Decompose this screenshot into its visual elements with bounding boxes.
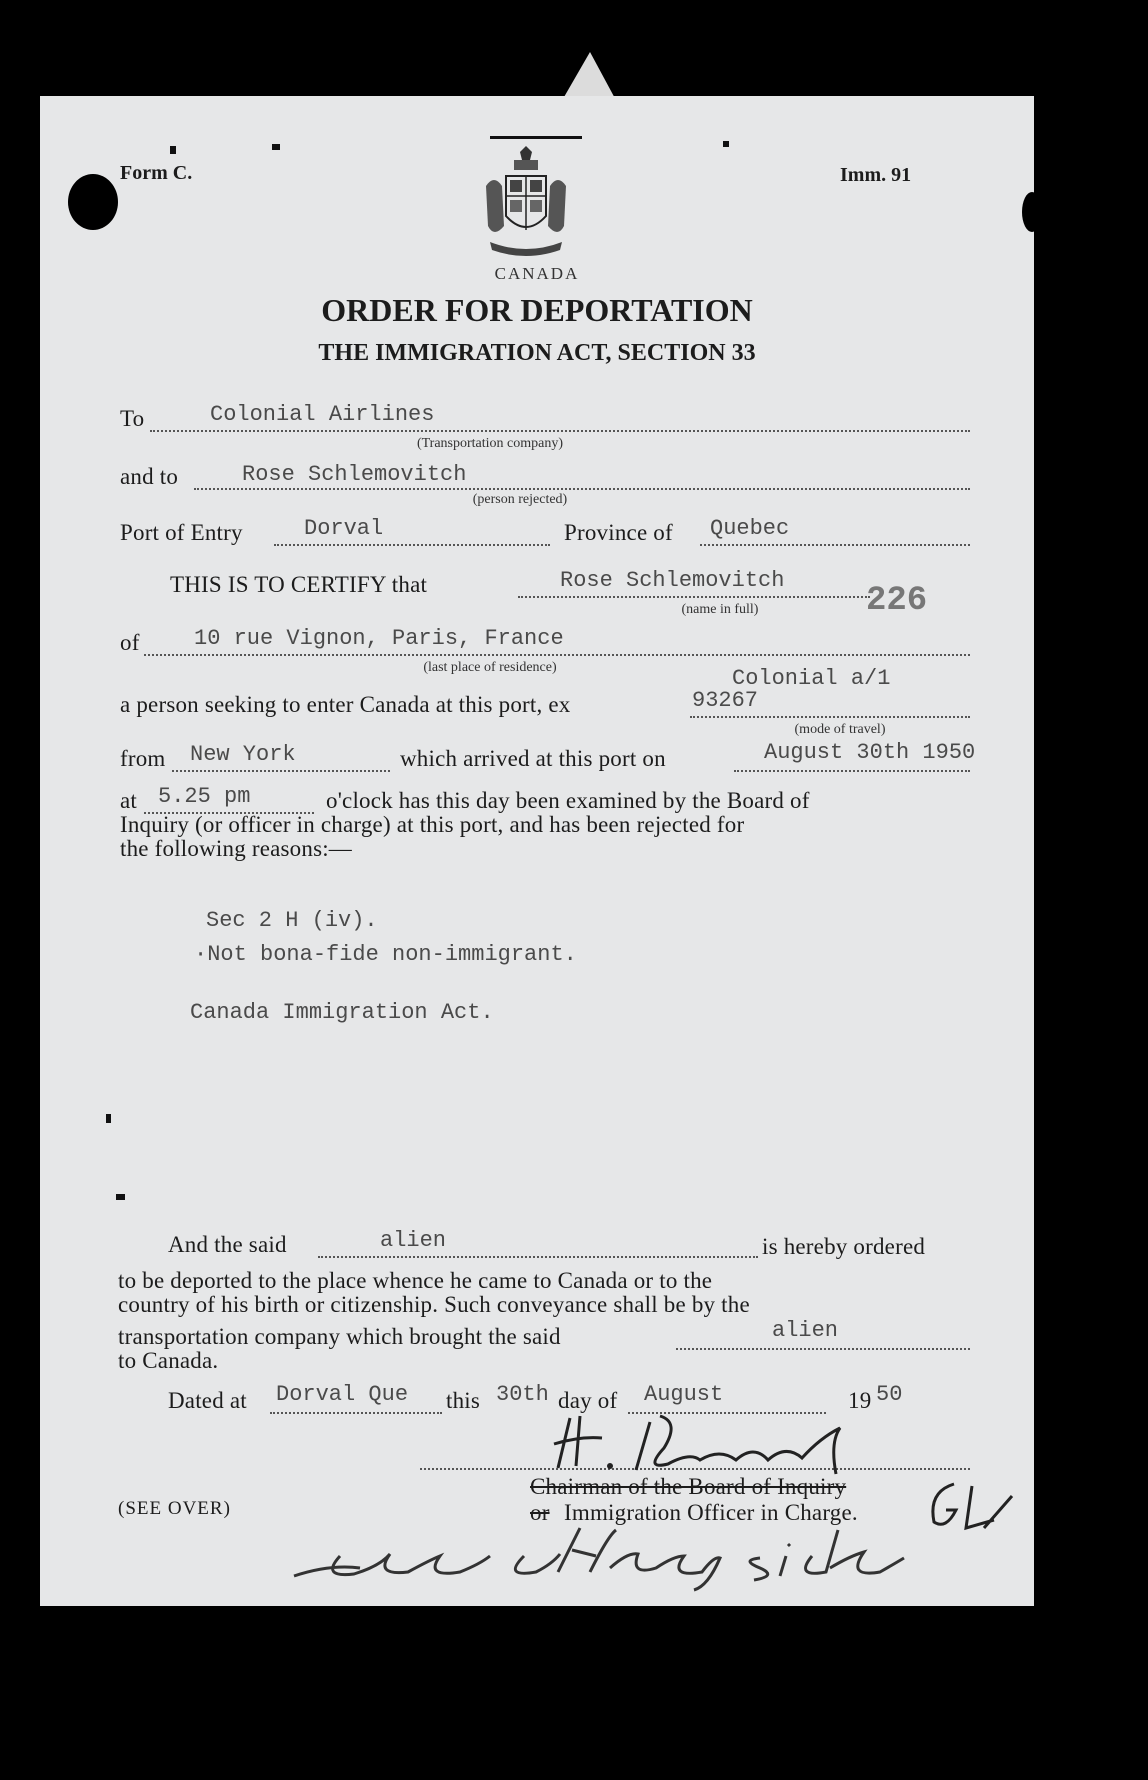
document-title: ORDER FOR DEPORTATION	[321, 292, 753, 328]
ink-mark	[272, 144, 280, 150]
dated-place-value: Dorval Que	[276, 1382, 409, 1407]
order-line-3: country of his birth or citizenship. Such conveyance shall be by the	[118, 1292, 750, 1317]
body-line-3: the following reasons:—	[120, 836, 353, 861]
said-value: alien	[380, 1228, 447, 1253]
said-suffix: is hereby ordered	[762, 1234, 926, 1259]
conveyance-dotted-line	[676, 1348, 970, 1350]
certify-value: Rose Schlemovitch	[560, 568, 785, 593]
dated-at-label: Dated at	[168, 1388, 247, 1413]
form-code: Imm. 91	[840, 164, 912, 186]
port-label: Port of Entry	[120, 520, 243, 545]
and-to-caption: (person rejected)	[472, 492, 568, 507]
deportation-order-form	[40, 96, 1034, 1606]
ink-mark	[170, 146, 176, 154]
handwritten-see-other-side-note	[290, 1516, 910, 1592]
struck-or: or	[530, 1500, 550, 1525]
reason-2: ·Not bona-fide non-immigrant.	[194, 942, 577, 967]
this-label: this	[446, 1388, 481, 1413]
country-label: CANADA	[494, 264, 580, 283]
certify-dotted-line	[518, 596, 870, 598]
ink-mark	[490, 136, 582, 139]
day-of-label: day of	[558, 1388, 618, 1413]
handwritten-initials	[924, 1476, 1024, 1536]
arrived-value: August 30th 1950	[764, 740, 976, 765]
seeking-caption: (mode of travel)	[794, 722, 886, 737]
dated-place-dotted-line	[270, 1412, 442, 1414]
of-dotted-line	[144, 654, 970, 656]
ink-mark	[723, 141, 729, 147]
punch-hole-right	[1022, 192, 1042, 232]
and-to-value: Rose Schlemovitch	[242, 462, 467, 487]
form-label: Form C.	[120, 162, 193, 184]
day-value: 30th	[496, 1382, 549, 1407]
certify-label: THIS IS TO CERTIFY that	[170, 572, 428, 597]
at-label: at	[120, 788, 137, 813]
to-dotted-line	[150, 430, 970, 432]
of-label: of	[120, 630, 140, 655]
initials-text	[40, 96, 41, 97]
seeking-dotted-line	[690, 716, 970, 718]
arrived-label: which arrived at this port on	[400, 746, 666, 771]
certify-caption: (name in full)	[681, 602, 759, 617]
body-line-2: Inquiry (or officer in charge) at this port, and has been rejected for	[120, 812, 745, 837]
order-line-5: to Canada.	[118, 1348, 219, 1373]
province-label: Province of	[564, 520, 673, 545]
and-to-dotted-line	[194, 488, 970, 490]
order-line-4-value: alien	[772, 1318, 839, 1343]
seeking-value: 93267	[692, 688, 759, 713]
at-suffix: o'clock has this day been examined by the Board of	[326, 788, 810, 813]
order-line-4: transportation company which brought the said	[118, 1324, 561, 1349]
from-label: from	[120, 746, 166, 771]
at-value: 5.25 pm	[158, 784, 251, 809]
and-to-label: and to	[120, 464, 179, 489]
province-dotted-line	[700, 544, 970, 546]
document-subtitle: THE IMMIGRATION ACT, SECTION 33	[318, 340, 756, 366]
said-dotted-line	[318, 1256, 758, 1258]
reason-3: Canada Immigration Act.	[190, 1000, 494, 1025]
punch-hole-left	[68, 174, 118, 230]
to-value: Colonial Airlines	[210, 402, 435, 427]
of-value: 10 rue Vignon, Paris, France	[194, 626, 564, 651]
port-value: Dorval	[304, 516, 384, 541]
order-line-2: to be deported to the place whence he came to Canada or to the	[118, 1268, 713, 1293]
margin-number: 226	[866, 582, 928, 620]
seeking-label: a person seeking to enter Canada at this port, ex	[120, 692, 571, 717]
ink-mark	[106, 1114, 111, 1123]
struck-chairman-title: Chairman of the Board of Inquiry	[530, 1474, 847, 1499]
ink-mark	[116, 1194, 125, 1200]
said-label: And the said	[168, 1232, 287, 1257]
from-value: New York	[190, 742, 296, 767]
from-dotted-line	[172, 770, 390, 772]
immigration-officer-title: Immigration Officer in Charge.	[564, 1500, 858, 1525]
reason-1: Sec 2 H (iv).	[206, 908, 378, 933]
year-value: 50	[876, 1382, 903, 1407]
travel-value-top: Colonial a/1	[732, 666, 891, 691]
year-prefix: 19	[848, 1388, 872, 1413]
port-dotted-line	[274, 544, 550, 546]
coat-of-arms-icon	[480, 146, 572, 262]
to-caption: (Transportation company)	[416, 436, 564, 451]
of-caption: (last place of residence)	[423, 660, 557, 675]
arrived-dotted-line	[734, 770, 970, 772]
province-value: Quebec	[710, 516, 790, 541]
to-label: To	[120, 406, 145, 431]
month-value: August	[644, 1382, 724, 1407]
see-over-label: (SEE OVER)	[118, 1498, 231, 1519]
